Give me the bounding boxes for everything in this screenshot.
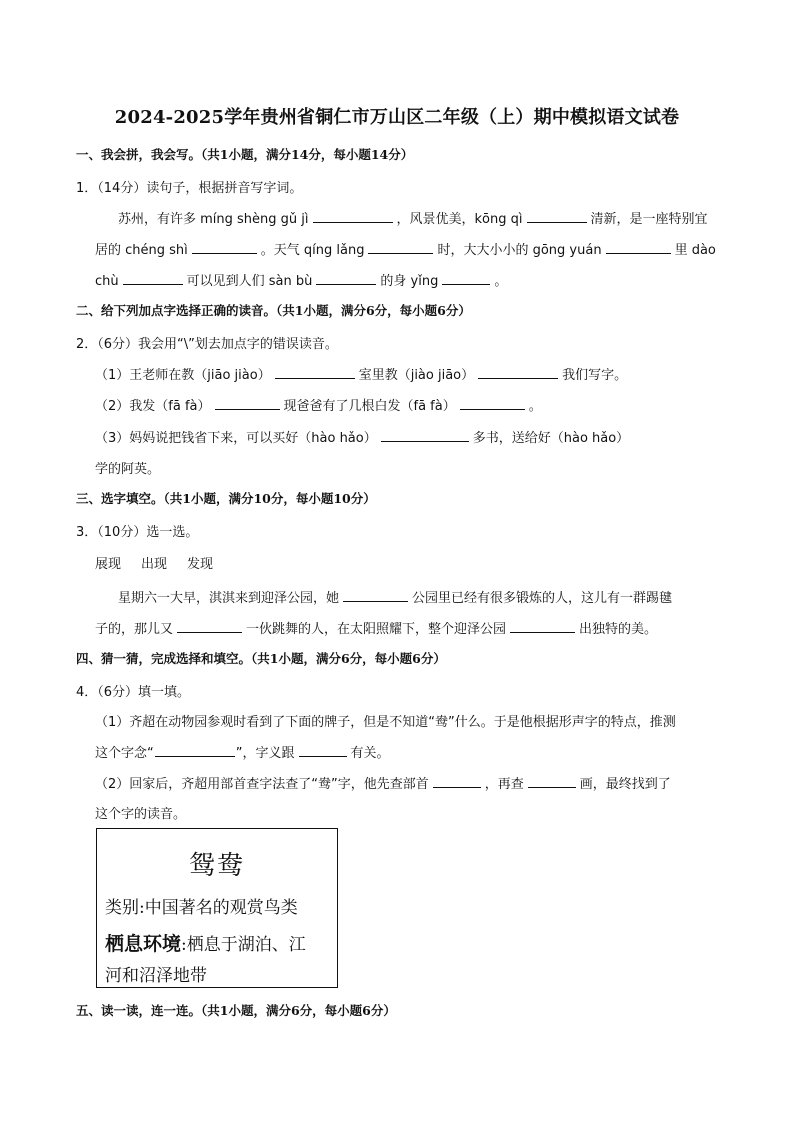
question-3-label: 3．（10分）选一选。 <box>76 525 199 540</box>
question-1-label: 1．（14分）读句子，根据拼音写字词。 <box>76 181 303 196</box>
answer-blank[interactable] <box>528 775 576 788</box>
sign-habitat-cont: 河和沼泽地带 <box>105 966 207 986</box>
q4-p1-line-1: （1）齐超在动物园参观时看到了下面的牌子，但是不知道“鸯”什么。于是他根据形声字的特点，推测 <box>95 715 676 730</box>
section-5-header: 五、读一读，连一连。（共1小题，满分6分，每小题6分） <box>76 1003 396 1018</box>
section-3-header: 三、选字填空。（共1小题，满分10分，每小题10分） <box>76 491 376 506</box>
section-1-header: 一、我会拼，我会写。（共1小题，满分14分，每小题14分） <box>76 147 414 162</box>
answer-blank[interactable] <box>381 429 469 442</box>
option-3: 发现 <box>187 557 214 572</box>
question-2-label: 2．（6分）我会用“\”划去加点字的错误读音。 <box>76 337 338 352</box>
option-1: 展现 <box>95 557 122 572</box>
section-2-header: 二、给下列加点字选择正确的读音。（共1小题，满分6分，每小题6分） <box>76 303 471 318</box>
q4-p1-line-2: 这个字念“ ”，字义跟 有关。 <box>95 746 390 761</box>
answer-blank[interactable] <box>433 775 481 788</box>
q3-line-2: 子的，那儿又 一伙跳舞的人，在太阳照耀下，整个迎泽公园 出独特的美。 <box>95 622 658 637</box>
answer-blank[interactable] <box>215 397 280 410</box>
answer-blank[interactable] <box>510 620 575 633</box>
q1-line-1: 苏州，有许多 míng shèng gǔ jì ，风景优美，kōng qì 清新，是一座特别宜 <box>118 212 708 227</box>
answer-blank[interactable] <box>316 272 376 285</box>
answer-blank[interactable] <box>460 397 525 410</box>
answer-blank[interactable] <box>299 744 347 757</box>
zoo-sign <box>96 828 338 988</box>
page-title: 2024-2025学年贵州省铜仁市万山区二年级（上）期中模拟语文试卷 <box>114 107 680 128</box>
section-4-header: 四、猜一猜，完成选择和填空。（共1小题，满分6分，每小题6分） <box>76 651 446 666</box>
answer-blank[interactable] <box>343 589 408 602</box>
answer-blank[interactable] <box>123 272 183 285</box>
option-2: 出现 <box>141 557 168 572</box>
q3-line-1: 星期六一大早，淇淇来到迎泽公园，她 公园里已经有很多锻炼的人，这儿有一群踢毽 <box>118 591 673 606</box>
sign-habitat: 栖息环境:栖息于湖泊、江 <box>105 933 306 955</box>
answer-blank[interactable] <box>192 241 257 254</box>
question-4-label: 4．（6分）填一填。 <box>76 685 191 700</box>
answer-blank[interactable] <box>527 210 587 223</box>
q1-line-2: 居的 chéng shì 。天气 qíng lǎng 时，大大小小的 gōng yuán 里 dào <box>95 243 716 258</box>
answer-blank[interactable] <box>478 366 558 379</box>
answer-blank[interactable] <box>313 210 393 223</box>
q3-options <box>95 553 213 572</box>
q2-item-2: （2）我发（fā fà） 现爸爸有了几根白发（fā fà） 。 <box>95 399 542 414</box>
q1-line-3: chù 可以见到人们 sàn bù 的身 yǐng 。 <box>95 274 508 289</box>
q2-item-3: （3）妈妈说把钱省下来，可以买好（hào hǎo） 多书，送给好（hào hǎo） <box>95 431 630 446</box>
answer-blank[interactable] <box>155 744 235 757</box>
q2-item-3-cont: 学的阿英。 <box>95 462 161 477</box>
answer-blank[interactable] <box>177 620 242 633</box>
sign-title: 鸳鸯 <box>188 851 245 881</box>
q4-p2-line-1: （2）回家后，齐超用部首查字法查了“鸯”字，他先查部首 ，再查 画，最终找到了 <box>95 777 671 792</box>
q4-p2-line-2: 这个字的读音。 <box>95 807 187 822</box>
q2-item-1: （1）王老师在教（jiāo jiào） 室里教（jiào jiāo） 我们写字。 <box>95 368 628 383</box>
answer-blank[interactable] <box>275 366 355 379</box>
sign-category: 类别:中国著名的观赏鸟类 <box>105 898 298 918</box>
answer-blank[interactable] <box>442 272 490 285</box>
answer-blank[interactable] <box>606 241 671 254</box>
answer-blank[interactable] <box>368 241 433 254</box>
